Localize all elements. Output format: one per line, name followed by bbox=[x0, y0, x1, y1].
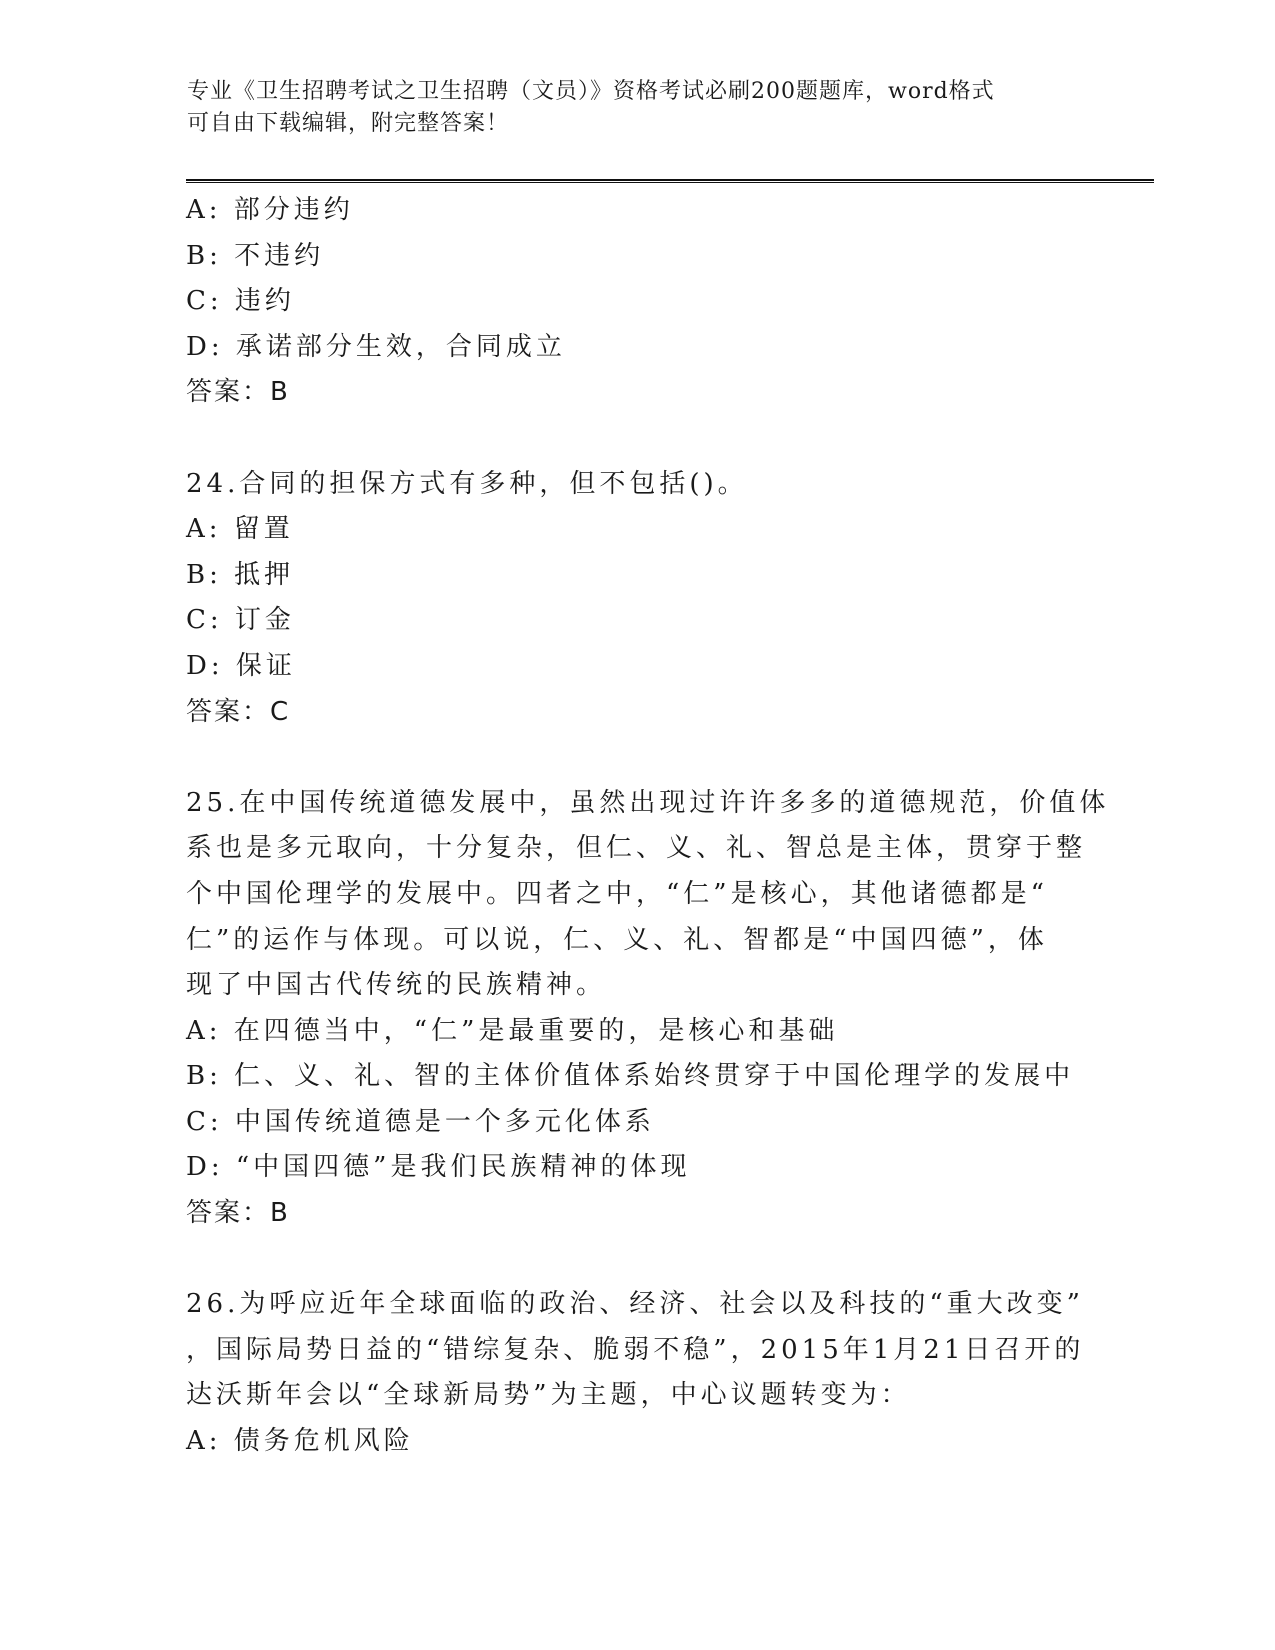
question-stem-line: ，国际局势日益的“错综复杂、脆弱不稳”，2015年1月21日召开的 bbox=[186, 1334, 1085, 1365]
spacer bbox=[186, 416, 1086, 462]
answer: 答案：C bbox=[186, 696, 291, 727]
option-c: C: 违约 bbox=[186, 286, 295, 317]
question-25 bbox=[186, 781, 1110, 1237]
header-line-1: 专业《卫生招聘考试之卫生招聘（文员）》资格考试必刷200题题库，word格式 bbox=[187, 79, 995, 104]
option-a: A: 在四德当中，“仁”是最重要的，是核心和基础 bbox=[186, 1015, 839, 1046]
answer: 答案：B bbox=[186, 377, 290, 408]
option-b: B: 不违约 bbox=[186, 240, 325, 271]
answer: 答案：B bbox=[186, 1198, 290, 1229]
option-a: A: 部分违约 bbox=[186, 195, 354, 225]
question-23 bbox=[186, 188, 1086, 416]
question-26 bbox=[186, 1282, 1086, 1464]
option-a: A: 留置 bbox=[186, 514, 294, 545]
question-stem-line: 系也是多元取向，十分复杂，但仁、义、礼、智总是主体，贯穿于整 bbox=[186, 833, 1087, 864]
header-divider bbox=[186, 179, 1154, 183]
question-content bbox=[186, 188, 1110, 1465]
option-b: B: 仁、义、礼、智的主体价值体系始终贯穿于中国伦理学的发展中 bbox=[186, 1061, 1075, 1092]
question-stem-line: 达沃斯年会以“全球新局势”为主题，中心议题转变为： bbox=[186, 1380, 911, 1411]
header-line-2: 可自由下载编辑，附完整答案！ bbox=[187, 111, 510, 136]
question-stem-line: 26.为呼应近年全球面临的政治、经济、社会以及科技的“重大改变” bbox=[186, 1289, 1084, 1320]
question-stem-line: 现了中国古代传统的民族精神。 bbox=[186, 970, 607, 1001]
question-24 bbox=[186, 462, 1086, 736]
spacer bbox=[186, 735, 1086, 781]
question-stem: 24.合同的担保方式有多种，但不包括()。 bbox=[186, 468, 748, 499]
option-c: C: 中国传统道德是一个多元化体系 bbox=[186, 1106, 655, 1137]
option-a: A: 债务危机风险 bbox=[186, 1426, 414, 1457]
question-stem-line: 个中国伦理学的发展中。四者之中，“仁”是核心，其他诸德都是“ bbox=[186, 878, 1048, 909]
question-stem-line: 仁”的运作与体现。可以说，仁、义、礼、智都是“中国四德”，体 bbox=[186, 924, 1048, 955]
option-d: D: 承诺部分生效，合同成立 bbox=[186, 331, 566, 362]
option-b: B: 抵押 bbox=[186, 559, 295, 590]
option-c: C: 订金 bbox=[186, 605, 295, 636]
question-stem-line: 25.在中国传统道德发展中，虽然出现过许许多多的道德规范，价值体 bbox=[186, 787, 1110, 818]
option-d: D: “中国四德”是我们民族精神的体现 bbox=[186, 1152, 691, 1183]
page-header bbox=[187, 76, 1087, 140]
option-d: D: 保证 bbox=[186, 650, 296, 681]
spacer bbox=[186, 1237, 1086, 1283]
